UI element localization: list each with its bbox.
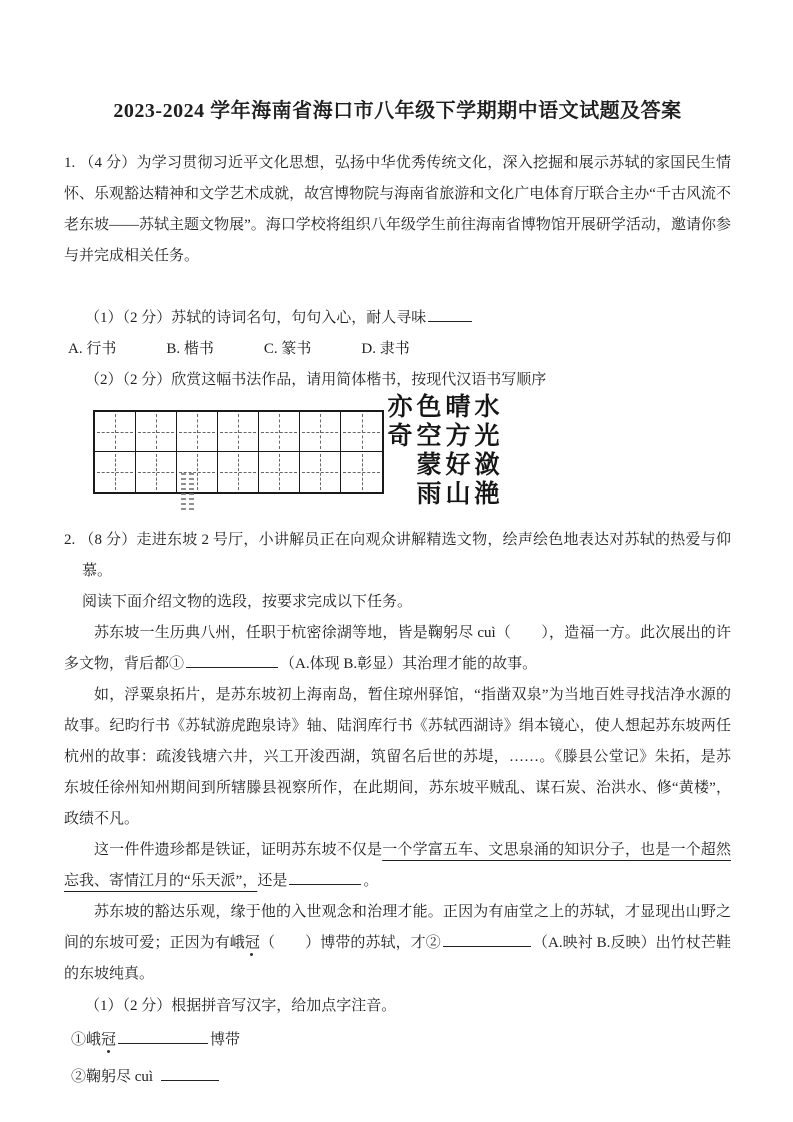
para-d-dotted-char: 冠 (244, 935, 260, 951)
writing-grid-cell (341, 452, 382, 492)
writing-grid-cell (177, 412, 218, 452)
pinyin-item-1 (71, 1025, 731, 1056)
pinyin-item-2 (71, 1062, 731, 1093)
writing-grid-cell (341, 412, 382, 452)
item-1-dotted-char: 冠 (101, 1032, 117, 1048)
item-1-post: 博带 (210, 1032, 241, 1048)
option-a: A. 行书 (68, 341, 117, 357)
q2-paragraph-d (64, 897, 731, 990)
item-1-pre: ①峨 (71, 1032, 102, 1048)
calligraphy-signature (181, 470, 194, 510)
question-2-sub-1: （1）（2 分）根据拼音写汉字，给加点字注音。 (85, 998, 397, 1014)
pinyin-paren-blank-2: （ ） (259, 935, 321, 951)
para-d-post: 出竹杖芒鞋的东坡纯真。 (64, 935, 731, 982)
writing-grid-cell (95, 452, 136, 492)
para-a-choices: （A.体现 B.彰显） (280, 656, 403, 672)
q2-paragraph-a (64, 618, 731, 680)
calligraphy-column: 色空蒙雨 (413, 393, 440, 509)
para-c-pre: 这一件件遗珍都是铁证，证明苏东坡不仅是 (94, 842, 383, 858)
answer-blank-c (289, 870, 361, 885)
item-2-pre: ②鞠躬尽 cuì (71, 1069, 154, 1085)
para-d-mid: 博带的苏轼，才② (320, 935, 441, 951)
question-2-line-2: 阅读下面介绍文物的选段，按要求完成以下任务。 (82, 594, 413, 610)
question-2-intro (64, 525, 731, 618)
answer-blank-item-1 (118, 1029, 208, 1044)
option-c: C. 篆书 (263, 341, 312, 357)
para-c-underlined-text: 一个学富五车、文思泉涌的知识分子，也是一个超然忘我、寄情江月的“乐天派”， (64, 842, 731, 889)
writing-grid-cell (218, 452, 259, 492)
writing-grid (93, 410, 384, 494)
answer-blank-1 (186, 653, 278, 668)
para-d-choices: （A.映衬 B.反映） (532, 935, 656, 951)
question-1-sub-1 (85, 303, 731, 334)
writing-grid-cell (300, 452, 341, 492)
pinyin-paren-blank: （ ） (495, 625, 550, 641)
q2-paragraph-b: 如，浮粟泉拓片，是苏东坡初上海南岛，暂住琼州驿馆，“指凿双泉”为当地百姓寻找洁净水源的故事。纪昀行书《苏轼游虎跑泉诗》轴、陆润库行书《苏轼西湖诗》绢本镜心，使人想起苏东坡两任杭州的故事：疏浚钱塘六井，兴工开浚西湖，筑留名后世的苏堤，……。《滕县公堂记》朱拓，是苏东坡任徐州知州期间到所辖滕县视察所作，在此期间，苏东坡平贼乱、谋石炭、治洪水、修“黄楼”，政绩不凡。 (64, 687, 731, 827)
writing-grid-cell (95, 412, 136, 452)
calligraphy-artwork (383, 393, 499, 525)
calligraphy-column: 水光潋滟 (471, 393, 498, 509)
para-c-post: 。 (363, 873, 379, 889)
option-b: B. 楷书 (166, 341, 214, 357)
answer-blank (428, 307, 472, 322)
sub-question-1-text: （1）（2 分）苏轼的诗词名句，句句入心，耐人寻味 (85, 310, 427, 326)
writing-grid-cell (259, 412, 300, 452)
writing-grid-cell (136, 412, 177, 452)
writing-grid-cell (300, 412, 341, 452)
calligraphy-column: 亦奇 (384, 393, 411, 451)
question-2-line-1: 2. （8 分）走进东坡 2 号厅，小讲解员正在向观众讲解精选文物，绘声绘色地表达对苏轼的热爱与仰慕。 (64, 532, 731, 579)
writing-grid-cell (259, 452, 300, 492)
writing-grid-cell (218, 412, 259, 452)
answer-blank-item-2 (161, 1066, 219, 1081)
q2-paragraph-c (64, 835, 731, 897)
option-row (68, 334, 731, 365)
calligraphy-column: 晴方好山 (442, 393, 469, 509)
question-1-text: 1. （4 分）为学习贯彻习近平文化思想，弘扬中华优秀传统文化，深入挖掘和展示苏轼的家国民生情怀、乐观豁达精神和文学艺术成就，故宫博物院与海南省旅游和文化广电体育厅联合主办“千古风流不老东坡——苏轼主题文物展”。海口学校将组织八年级学生前往海南省博物馆开展研学活动，邀请你参与并完成相关任务。 (64, 155, 731, 264)
artwork-row (93, 393, 731, 518)
option-d: D. 隶书 (361, 341, 410, 357)
para-c-mid: 还是 (257, 873, 288, 889)
writing-grid-cell (136, 452, 177, 492)
para-a-pre: 苏东坡一生历典八州，任职于杭密徐湖等地，皆是鞠躬尽 cuì (94, 625, 496, 641)
page-title: 2023-2024 学年海南省海口市八年级下学期期中语文试题及答案 (113, 100, 682, 122)
para-a-mid: ，造福一方。此次展出的许多文物，背后都① (64, 625, 731, 672)
para-a-post: 其治理才能的故事。 (402, 656, 538, 672)
answer-blank-2 (443, 932, 531, 947)
question-1-sub-2: （2）（2 分）欣赏这幅书法作品，请用简体楷书，按现代汉语书写顺序 (85, 372, 547, 388)
para-d-pre: 苏东坡的豁达乐观，缘于他的入世观念和治理才能。正因为有庙堂之上的苏轼，才显现出山野之间的东坡可爱；正因为有峨 (64, 904, 731, 951)
